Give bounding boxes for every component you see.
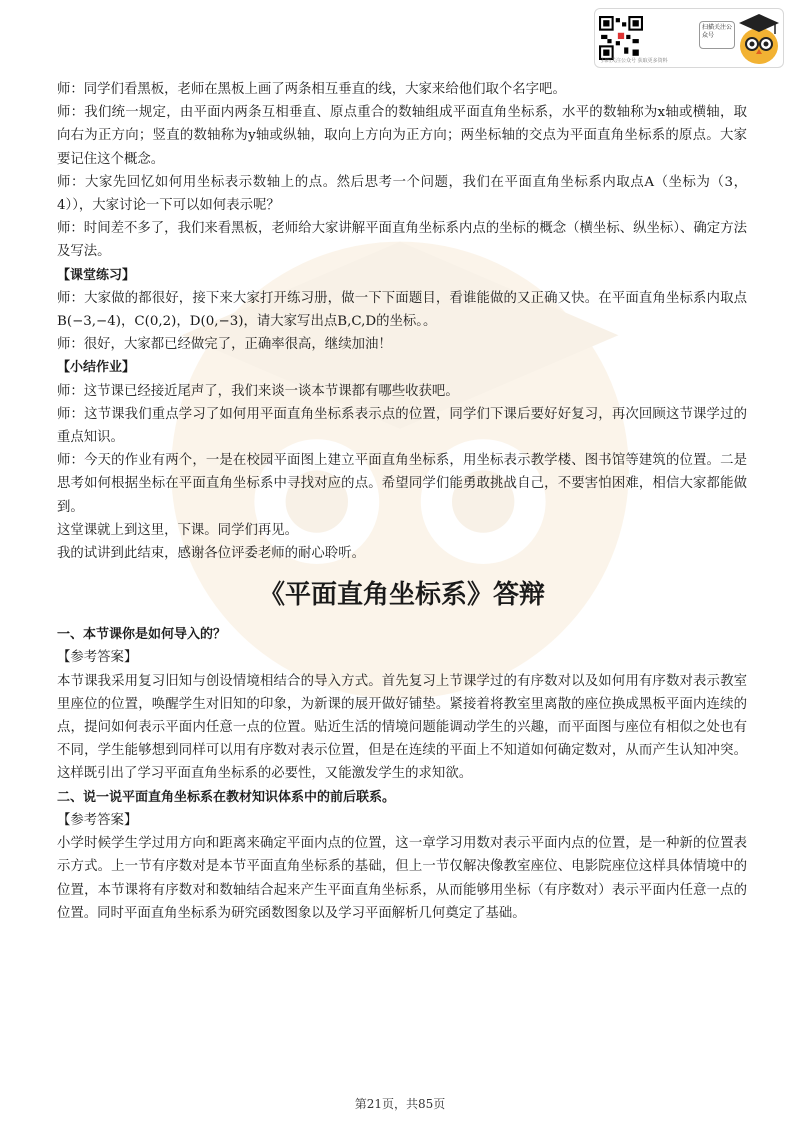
paragraph: 师：大家先回忆如何用坐标表示数轴上的点。然后思考一个问题，我们在平面直角坐标系内取点A（坐标为（3，4）），大家讨论一下可以如何表示呢？ (57, 174, 747, 214)
speech-bubble: 扫描关注公众号 (699, 21, 735, 49)
paragraph: 师：很好，大家都已经做完了，正确率很高，继续加油！ (57, 337, 392, 353)
paragraph: 师：这节课已经接近尾声了，我们来谈一谈本节课都有哪些收获吧。 (57, 383, 459, 399)
answer-text: 小学时候学生学过用方向和距离来确定平面内点的位置，这一章学习用数对表示平面内点的位置，是一种新的位置表示方式。上一节有序数对是本节平面直角坐标系的基础，但上一节仅解决像教室座位、电影院座位这样具体情境中的位置，本节课将有序数对和数轴结合起来产生平面直角坐标系，从而能够用坐标（有序数对）表示平面内任意一点的位置。同时平面直角坐标系为研究函数图象以及学习平面解析几何奠定了基础。 (57, 836, 747, 921)
header-qr-card (594, 8, 784, 68)
qr-caption: 扫码关注公众号 获取更多资料 (601, 58, 668, 64)
paragraph: 师：大家做的都很好，接下来大家打开练习册，做一下下面题目，看谁能做的又正确又快。在平面直角坐标系内取点B(−3,−4)，C(0,2)，D(0,−3)，请大家写出点B,C,D的坐标。。 (57, 290, 747, 330)
question-heading: 二、说一说平面直角坐标系在教材知识体系中的前后联系。 (57, 789, 396, 805)
section-heading-summary: 【小结作业】 (57, 360, 136, 376)
page-number: 第21页，共85页 (354, 1097, 446, 1111)
paragraph: 我的试讲到此结束，感谢各位评委老师的耐心聆听。 (57, 546, 365, 562)
page-title: 《平面直角坐标系》答辩 (258, 580, 545, 611)
paragraph: 师：今天的作业有两个，一是在校园平面图上建立平面直角坐标系，用坐标表示教学楼、图书馆等建筑的位置。二是思考如何根据坐标在平面直角坐标系中寻找对应的点。希望同学们能勇敢挑战自己，不要害怕困难，相信大家都能做到。 (57, 453, 747, 515)
mascot-icon (737, 12, 781, 66)
paragraph: 师：这节课我们重点学习了如何用平面直角坐标系表示点的位置，同学们下课后要好好复习，再次回顾这节课学过的重点知识。 (57, 406, 747, 446)
paragraph: 师：时间差不多了，我们来看黑板，老师给大家讲解平面直角坐标系内点的坐标的概念（横坐标、纵坐标）、确定方法及写法。 (57, 221, 747, 260)
paragraph: 师：我们统一规定，由平面内两条互相垂直、原点重合的数轴组成平面直角坐标系，水平的数轴称为x轴或横轴，取向右为正方向；竖直的数轴称为y轴或纵轴，取向上方向为正方向；两坐标轴的交点为平面直角坐标系的原点。大家要记住这个概念。 (57, 105, 747, 167)
document-body (57, 78, 747, 925)
question-heading: 一、本节课你是如何导入的？ (57, 627, 227, 643)
qr-code-icon[interactable] (599, 16, 643, 60)
answer-text: 本节课我采用复习旧知与创设情境相结合的导入方式。首先复习上节课学过的有序数对以及如何用有序数对表示教室里座位的位置，唤醒学生对旧知的印象，为新课的展开做好铺垫。紧接着将教室里离散的座位换成黑板平面内连续的点，提问如何表示平面内任意一点的位置。贴近生活的情境问题能调动学生的兴趣，而平面图与座位有相似之处也有不同，学生能够想到同样可以用有序数对表示位置，但是在连续的平面上不知道如何确定数对，从而产生认知冲突。这样既引出了学习平面直角坐标系的必要性，又能激发学生的求知欲。 (57, 673, 747, 782)
answer-label: 【参考答案】 (57, 812, 138, 828)
paragraph: 这堂课就上到这里，下课。同学们再见。 (57, 522, 299, 538)
answer-label: 【参考答案】 (57, 650, 138, 666)
paragraph: 师：同学们看黑板，老师在黑板上画了两条相互垂直的线，大家来给他们取个名字吧。 (57, 82, 566, 97)
section-heading-practice: 【课堂练习】 (57, 267, 136, 283)
